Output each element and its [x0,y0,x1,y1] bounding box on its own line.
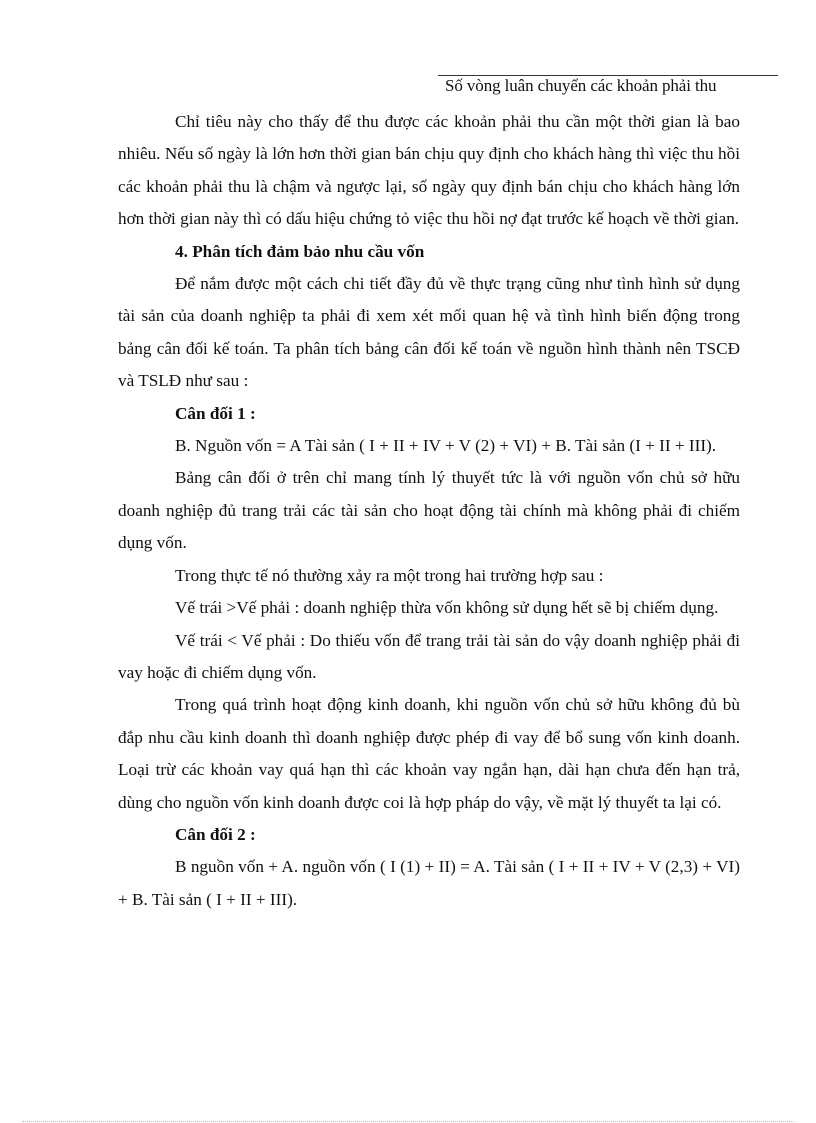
formula-balance-2: B nguồn vốn + A. nguồn vốn ( I (1) + II) = A. Tài sản ( I + II + IV + V (2,3) + VI) + B. Tài sản ( I + II + III). [118,857,740,909]
body-text [118,106,740,916]
subheading-balance-1: Cân đối 1 : [175,403,256,423]
section-heading: 4. Phân tích đảm bảo nhu cầu vốn [175,241,425,261]
paragraph: Vế trái < Vế phải : Do thiếu vốn để trang trải tài sản do vậy doanh nghiệp phải đi vay hoặc đi chiếm dụng vốn. [118,630,740,682]
subheading-balance-2: Cân đối 2 : [175,824,256,844]
paragraph: Trong quá trình hoạt động kinh doanh, khi nguồn vốn chủ sở hữu không đủ bù đắp nhu cầu kinh doanh thì doanh nghiệp được phép đi vay để bổ sung vốn kinh doanh. Loại trừ các khoản vay quá hạn thì các khoản vay ngắn hạn, dài hạn chưa đến hạn trả, dùng cho nguồn vốn kinh doanh được coi là hợp pháp do vậy, về mặt lý thuyết ta lại có. [118,695,740,812]
formula-balance-1: B. Nguồn vốn = A Tài sản ( I + II + IV + V (2) + VI) + B. Tài sản (I + II + III). [175,436,717,456]
fraction-denominator: Số vòng luân chuyển các khoản phải thu [445,76,717,95]
paragraph: Vế trái >Vế phải : doanh nghiệp thừa vốn không sử dụng hết sẽ bị chiếm dụng. [175,598,719,618]
paragraph: Trong thực tế nó thường xảy ra một trong hai trường hợp sau : [175,565,604,585]
paragraph: Bảng cân đối ở trên chỉ mang tính lý thuyết tức là với nguồn vốn chủ sở hữu doanh nghiệp đủ trang trải các tài sản cho hoạt động tài chính mà không phải đi chiếm dụng vốn. [118,468,740,553]
page-bottom-rule [22,1121,794,1122]
paragraph: Để nắm được một cách chi tiết đầy đủ về thực trạng cũng như tình hình sử dụng tài sản của doanh nghiệp ta phải đi xem xét mối quan hệ và tình hình biến động trong bảng cân đối kế toán. Ta phân tích bảng cân đối kế toán về nguồn hình thành nên TSCĐ và TSLĐ như sau : [118,274,740,391]
paragraph: Chỉ tiêu này cho thấy để thu được các khoản phải thu cần một thời gian là bao nhiêu. Nếu số ngày là lớn hơn thời gian bán chịu quy định cho khách hàng thì việc thu hồi các khoản phải thu là chậm và ngược lại, số ngày quy định bán chịu cho khách hàng lớn hơn thời gian này thì có dấu hiệu chứng tỏ việc thu hồi nợ đạt trước kế hoạch về thời gian. [118,112,740,229]
